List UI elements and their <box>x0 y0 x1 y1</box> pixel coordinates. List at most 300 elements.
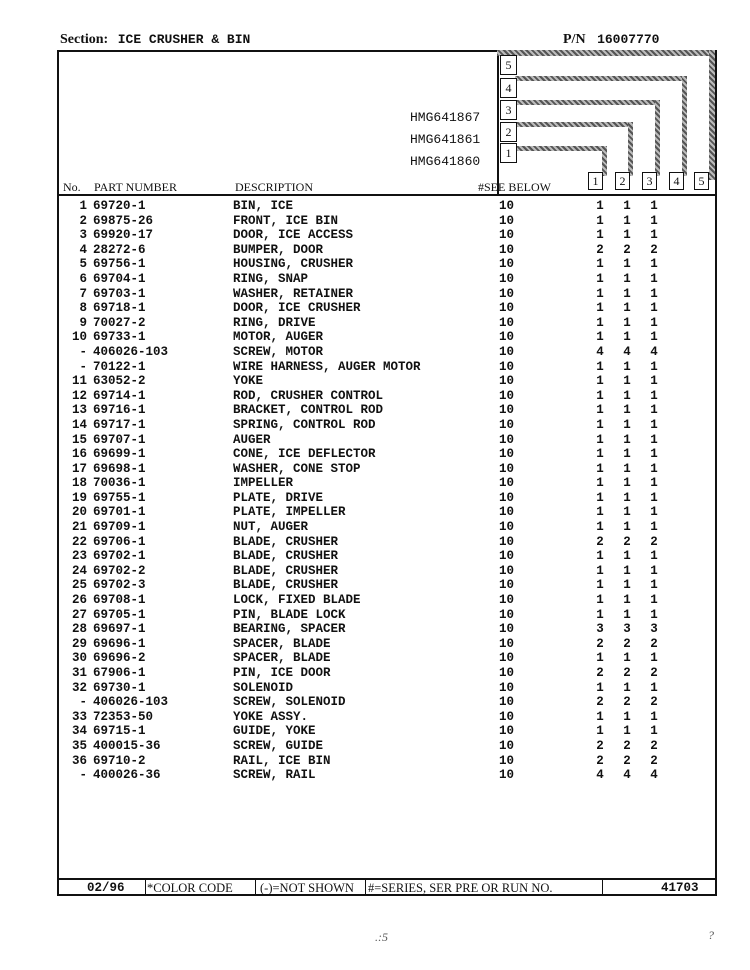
part-number: 69696-2 <box>93 651 146 666</box>
quantity-series-1: 1 <box>596 403 604 418</box>
quantity-series-2: 1 <box>623 213 631 228</box>
series-box-4: 4 <box>500 78 517 98</box>
description: ROD, CRUSHER CONTROL <box>233 388 384 403</box>
quantity-series-3: 1 <box>650 680 658 695</box>
pn-label: P/N <box>563 32 586 47</box>
section-heading <box>60 32 250 48</box>
see-below: 10 <box>499 534 515 549</box>
quantity-series-1: 1 <box>596 607 604 622</box>
quantity-series-2: 1 <box>623 520 631 535</box>
part-number: 69696-1 <box>93 636 146 651</box>
series-bar-5 <box>497 50 715 56</box>
quantity-series-3: 1 <box>650 432 658 447</box>
quantity-series-1: 1 <box>596 315 604 330</box>
quantity-series-2: 1 <box>623 549 631 564</box>
quantity-series-2: 1 <box>623 315 631 330</box>
description: RING, SNAP <box>233 271 309 286</box>
quantity-series-1: 1 <box>596 490 604 505</box>
part-number: 69733-1 <box>93 330 146 345</box>
quantity-series-1: 1 <box>596 199 604 213</box>
table-row <box>57 199 717 214</box>
quantity-series-2: 1 <box>623 432 631 447</box>
table-row <box>57 564 717 579</box>
item-number: 3 <box>79 228 87 243</box>
quantity-series-2: 1 <box>623 286 631 301</box>
quantity-series-1: 4 <box>596 344 604 359</box>
part-number: 69697-1 <box>93 622 146 637</box>
item-number: 24 <box>71 563 87 578</box>
description: RING, DRIVE <box>233 315 316 330</box>
table-row <box>57 491 717 506</box>
quantity-series-1: 4 <box>596 768 604 783</box>
description: BIN, ICE <box>233 199 294 213</box>
quantity-series-1: 1 <box>596 724 604 739</box>
table-row <box>57 374 717 389</box>
description: LOCK, FIXED BLADE <box>233 593 361 608</box>
quantity-series-3: 1 <box>650 520 658 535</box>
quantity-series-3: 1 <box>650 549 658 564</box>
table-row <box>57 476 717 491</box>
table-row <box>57 768 717 783</box>
quantity-series-2: 1 <box>623 403 631 418</box>
description: SCREW, GUIDE <box>233 738 324 753</box>
quantity-series-3: 1 <box>650 724 658 739</box>
quantity-series-1: 2 <box>596 753 604 768</box>
see-below: 10 <box>499 724 515 739</box>
description: BLADE, CRUSHER <box>233 563 339 578</box>
item-number: - <box>79 768 87 783</box>
quantity-series-2: 1 <box>623 271 631 286</box>
table-row <box>57 637 717 652</box>
see-below: 10 <box>499 403 515 418</box>
part-number: 69717-1 <box>93 417 146 432</box>
quantity-series-2: 1 <box>623 257 631 272</box>
see-below: 10 <box>499 768 515 783</box>
item-number: 2 <box>79 213 87 228</box>
item-number: 7 <box>79 286 87 301</box>
quantity-series-3: 1 <box>650 578 658 593</box>
series-column-3: 3 <box>642 172 657 190</box>
description: AUGER <box>233 432 271 447</box>
item-number: 17 <box>71 461 87 476</box>
see-below: 10 <box>499 738 515 753</box>
quantity-series-1: 1 <box>596 417 604 432</box>
footer-separator <box>255 880 256 896</box>
item-number: 1 <box>79 199 87 213</box>
quantity-series-3: 1 <box>650 607 658 622</box>
part-number: 72353-50 <box>93 709 154 724</box>
quantity-series-2: 2 <box>623 666 631 680</box>
quantity-series-2: 2 <box>623 695 631 710</box>
table-row <box>57 433 717 448</box>
quantity-series-1: 2 <box>596 636 604 651</box>
series-bar-1 <box>515 146 607 151</box>
see-below: 10 <box>499 374 515 389</box>
table-row <box>57 418 717 433</box>
item-number: 12 <box>71 388 87 403</box>
description: GUIDE, YOKE <box>233 724 316 739</box>
part-number: 70122-1 <box>93 359 146 374</box>
footer-series-note: #=SERIES, SER PRE OR RUN NO. <box>368 881 553 895</box>
quantity-series-2: 1 <box>623 490 631 505</box>
quantity-series-1: 1 <box>596 388 604 403</box>
item-number: - <box>79 344 87 359</box>
series-box-2: 2 <box>500 122 517 142</box>
series-bar-3 <box>515 100 660 105</box>
item-number: 31 <box>71 666 87 680</box>
quantity-series-2: 1 <box>623 199 631 213</box>
model-number-1: HMG641867 <box>410 110 481 125</box>
item-number: 30 <box>71 651 87 666</box>
quantity-series-1: 1 <box>596 447 604 462</box>
part-number: 406026-103 <box>93 344 169 359</box>
quantity-series-3: 1 <box>650 315 658 330</box>
quantity-series-3: 1 <box>650 651 658 666</box>
table-row <box>57 681 717 696</box>
see-below: 10 <box>499 344 515 359</box>
description: DOOR, ICE CRUSHER <box>233 301 361 316</box>
quantity-series-1: 2 <box>596 242 604 257</box>
table-row <box>57 535 717 550</box>
see-below: 10 <box>499 549 515 564</box>
table-row <box>57 301 717 316</box>
item-number: - <box>79 695 87 710</box>
item-number: 25 <box>71 578 87 593</box>
table-row <box>57 214 717 229</box>
quantity-series-1: 1 <box>596 563 604 578</box>
quantity-series-3: 3 <box>650 622 658 637</box>
quantity-series-1: 2 <box>596 534 604 549</box>
quantity-series-3: 1 <box>650 359 658 374</box>
description: CONE, ICE DEFLECTOR <box>233 447 376 462</box>
part-number: 400026-36 <box>93 768 161 783</box>
quantity-series-3: 1 <box>650 490 658 505</box>
quantity-series-2: 1 <box>623 724 631 739</box>
description: SCREW, SOLENOID <box>233 695 346 710</box>
quantity-series-1: 1 <box>596 286 604 301</box>
footer-bar <box>57 880 717 896</box>
table-row <box>57 520 717 535</box>
table-row <box>57 593 717 608</box>
see-below: 10 <box>499 563 515 578</box>
part-number: 69707-1 <box>93 432 146 447</box>
see-below: 10 <box>499 695 515 710</box>
description: SCREW, MOTOR <box>233 344 324 359</box>
item-number: 16 <box>71 447 87 462</box>
series-column-1: 1 <box>588 172 603 190</box>
table-row <box>57 389 717 404</box>
description: PIN, BLADE LOCK <box>233 607 346 622</box>
item-number: 8 <box>79 301 87 316</box>
table-row <box>57 462 717 477</box>
part-number: 63052-2 <box>93 374 146 389</box>
quantity-series-3: 2 <box>650 666 658 680</box>
table-row <box>57 549 717 564</box>
part-number: 69755-1 <box>93 490 146 505</box>
quantity-series-3: 1 <box>650 388 658 403</box>
part-number: 69709-1 <box>93 520 146 535</box>
quantity-series-1: 1 <box>596 520 604 535</box>
quantity-series-3: 1 <box>650 257 658 272</box>
quantity-series-2: 1 <box>623 476 631 491</box>
quantity-series-3: 2 <box>650 242 658 257</box>
item-number: 10 <box>71 330 87 345</box>
item-number: 6 <box>79 271 87 286</box>
description: BLADE, CRUSHER <box>233 534 339 549</box>
column-no: No. <box>63 180 81 194</box>
quantity-series-1: 1 <box>596 476 604 491</box>
item-number: 22 <box>71 534 87 549</box>
quantity-series-3: 2 <box>650 534 658 549</box>
table-row <box>57 739 717 754</box>
series-bar-4 <box>515 76 687 81</box>
see-below: 10 <box>499 286 515 301</box>
quantity-series-2: 3 <box>623 622 631 637</box>
model-number-3: HMG641860 <box>410 154 481 169</box>
table-row <box>57 724 717 739</box>
part-number: 69718-1 <box>93 301 146 316</box>
item-number: - <box>79 359 87 374</box>
description: SOLENOID <box>233 680 294 695</box>
quantity-series-2: 1 <box>623 388 631 403</box>
table-row <box>57 403 717 418</box>
quantity-series-1: 1 <box>596 301 604 316</box>
table-row <box>57 505 717 520</box>
quantity-series-2: 1 <box>623 359 631 374</box>
quantity-series-3: 1 <box>650 563 658 578</box>
see-below: 10 <box>499 636 515 651</box>
quantity-series-2: 1 <box>623 709 631 724</box>
see-below: 10 <box>499 622 515 637</box>
quantity-series-2: 2 <box>623 636 631 651</box>
quantity-series-1: 1 <box>596 578 604 593</box>
section-value: ICE CRUSHER & BIN <box>117 32 251 47</box>
quantity-series-1: 1 <box>596 228 604 243</box>
quantity-series-1: 2 <box>596 695 604 710</box>
see-below: 10 <box>499 461 515 476</box>
table-row <box>57 710 717 725</box>
part-number: 70027-2 <box>93 315 146 330</box>
footer-separator <box>145 880 146 896</box>
quantity-series-1: 2 <box>596 738 604 753</box>
quantity-series-3: 4 <box>650 768 658 783</box>
item-number: 35 <box>71 738 87 753</box>
quantity-series-3: 1 <box>650 228 658 243</box>
item-number: 14 <box>71 417 87 432</box>
part-number: 400015-36 <box>93 738 161 753</box>
table-row <box>57 228 717 243</box>
table-row <box>57 666 717 681</box>
part-number: 69702-2 <box>93 563 146 578</box>
see-below: 10 <box>499 388 515 403</box>
part-number: 69715-1 <box>93 724 146 739</box>
description: SPRING, CONTROL ROD <box>233 417 376 432</box>
quantity-series-1: 1 <box>596 593 604 608</box>
quantity-series-2: 2 <box>623 753 631 768</box>
quantity-series-3: 1 <box>650 213 658 228</box>
see-below: 10 <box>499 213 515 228</box>
see-below: 10 <box>499 651 515 666</box>
item-number: 20 <box>71 505 87 520</box>
see-below: 10 <box>499 578 515 593</box>
quantity-series-1: 1 <box>596 461 604 476</box>
description: YOKE <box>233 374 264 389</box>
footer-page-code: 41703 <box>661 881 699 895</box>
quantity-series-3: 1 <box>650 301 658 316</box>
scan-mark: .:5 <box>375 930 388 944</box>
model-number-2: HMG641861 <box>410 132 481 147</box>
series-bar-2-vertical <box>628 122 633 176</box>
footer-not-shown: (-)=NOT SHOWN <box>260 881 354 895</box>
pn-value: 16007770 <box>597 32 660 47</box>
see-below: 10 <box>499 228 515 243</box>
quantity-series-3: 1 <box>650 286 658 301</box>
item-number: 4 <box>79 242 87 257</box>
series-column-5: 5 <box>694 172 709 190</box>
quantity-series-3: 1 <box>650 199 658 213</box>
item-number: 13 <box>71 403 87 418</box>
see-below: 10 <box>499 301 515 316</box>
series-column-2: 2 <box>615 172 630 190</box>
table-row <box>57 578 717 593</box>
series-bar-2 <box>515 122 633 127</box>
table-row <box>57 330 717 345</box>
quantity-series-3: 1 <box>650 593 658 608</box>
description: DOOR, ICE ACCESS <box>233 228 354 243</box>
description: BEARING, SPACER <box>233 622 346 637</box>
part-number: 69720-1 <box>93 199 146 213</box>
quantity-series-1: 1 <box>596 374 604 389</box>
see-below: 10 <box>499 490 515 505</box>
quantity-series-2: 2 <box>623 534 631 549</box>
column-description: DESCRIPTION <box>235 180 314 194</box>
series-column-4: 4 <box>669 172 684 190</box>
quantity-series-1: 1 <box>596 680 604 695</box>
part-number: 69699-1 <box>93 447 146 462</box>
see-below: 10 <box>499 447 515 462</box>
see-below: 10 <box>499 505 515 520</box>
series-bar-5-vertical <box>709 50 715 180</box>
description: MOTOR, AUGER <box>233 330 324 345</box>
item-number: 28 <box>71 622 87 637</box>
description: SPACER, BLADE <box>233 651 331 666</box>
part-number: 69920-17 <box>93 228 154 243</box>
quantity-series-3: 2 <box>650 753 658 768</box>
part-number: 69698-1 <box>93 461 146 476</box>
table-row <box>57 447 717 462</box>
item-number: 26 <box>71 593 87 608</box>
description: WASHER, CONE STOP <box>233 461 361 476</box>
part-number: 69703-1 <box>93 286 146 301</box>
quantity-series-2: 1 <box>623 578 631 593</box>
see-below: 10 <box>499 607 515 622</box>
description: NUT, AUGER <box>233 520 309 535</box>
description: PIN, ICE DOOR <box>233 666 331 680</box>
item-number: 9 <box>79 315 87 330</box>
quantity-series-2: 1 <box>623 651 631 666</box>
part-number: 28272-6 <box>93 242 146 257</box>
description: PLATE, IMPELLER <box>233 505 346 520</box>
series-box-1: 1 <box>500 143 517 163</box>
quantity-series-1: 1 <box>596 505 604 520</box>
quantity-series-2: 4 <box>623 344 631 359</box>
item-number: 21 <box>71 520 87 535</box>
item-number: 27 <box>71 607 87 622</box>
description: HOUSING, CRUSHER <box>233 257 354 272</box>
description: SPACER, BLADE <box>233 636 331 651</box>
quantity-series-2: 1 <box>623 563 631 578</box>
quantity-series-1: 1 <box>596 549 604 564</box>
description: RAIL, ICE BIN <box>233 753 331 768</box>
see-below: 10 <box>499 520 515 535</box>
see-below: 10 <box>499 199 515 213</box>
quantity-series-3: 1 <box>650 505 658 520</box>
column-see-below: #SEE BELOW <box>478 180 551 194</box>
quantity-series-1: 3 <box>596 622 604 637</box>
table-row <box>57 622 717 637</box>
table-row <box>57 345 717 360</box>
see-below: 10 <box>499 257 515 272</box>
see-below: 10 <box>499 666 515 680</box>
part-number: 69704-1 <box>93 271 146 286</box>
part-number: 69706-1 <box>93 534 146 549</box>
quantity-series-2: 1 <box>623 417 631 432</box>
part-number: 69705-1 <box>93 607 146 622</box>
part-number: 69701-1 <box>93 505 146 520</box>
item-number: 29 <box>71 636 87 651</box>
table-row <box>57 287 717 302</box>
quantity-series-3: 1 <box>650 374 658 389</box>
footer-separator <box>365 880 366 896</box>
part-number: 406026-103 <box>93 695 169 710</box>
quantity-series-1: 1 <box>596 359 604 374</box>
see-below: 10 <box>499 315 515 330</box>
part-number: 69756-1 <box>93 257 146 272</box>
quantity-series-3: 1 <box>650 447 658 462</box>
table-row <box>57 695 717 710</box>
part-number: 67906-1 <box>93 666 146 680</box>
part-number: 69702-3 <box>93 578 146 593</box>
see-below: 10 <box>499 432 515 447</box>
see-below: 10 <box>499 417 515 432</box>
quantity-series-3: 1 <box>650 330 658 345</box>
table-row <box>57 651 717 666</box>
part-number: 69710-2 <box>93 753 146 768</box>
see-below: 10 <box>499 359 515 374</box>
table-row <box>57 754 717 769</box>
quantity-series-1: 1 <box>596 271 604 286</box>
item-number: 33 <box>71 709 87 724</box>
description: FRONT, ICE BIN <box>233 213 339 228</box>
description: BUMPER, DOOR <box>233 242 324 257</box>
table-row <box>57 316 717 331</box>
quantity-series-2: 1 <box>623 374 631 389</box>
item-number: 5 <box>79 257 87 272</box>
series-divider <box>497 50 499 196</box>
item-number: 15 <box>71 432 87 447</box>
description: WIRE HARNESS, AUGER MOTOR <box>233 359 421 374</box>
series-bar-3-vertical <box>655 100 660 176</box>
item-number: 34 <box>71 724 87 739</box>
quantity-series-3: 2 <box>650 738 658 753</box>
description: BLADE, CRUSHER <box>233 578 339 593</box>
description: BLADE, CRUSHER <box>233 549 339 564</box>
item-number: 18 <box>71 476 87 491</box>
table-row <box>57 243 717 258</box>
table-row <box>57 257 717 272</box>
quantity-series-2: 4 <box>623 768 631 783</box>
quantity-series-2: 1 <box>623 607 631 622</box>
